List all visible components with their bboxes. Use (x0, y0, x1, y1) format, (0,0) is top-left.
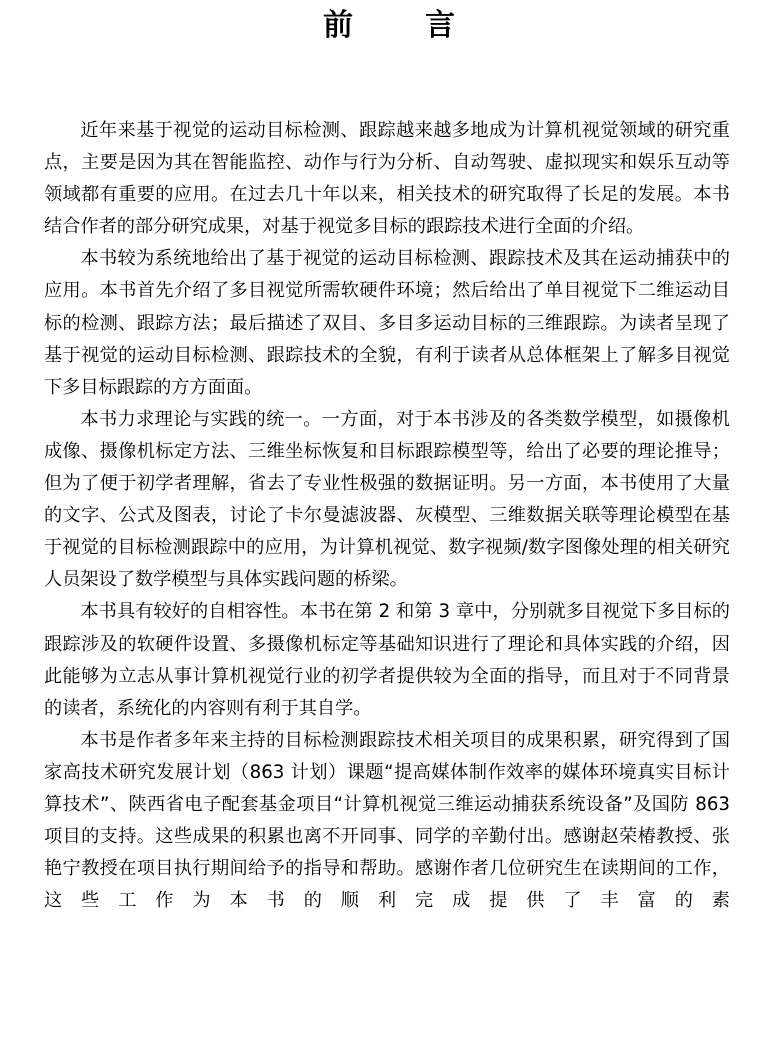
paragraph-3: 本书力求理论与实践的统一。一方面，对于本书涉及的各类数学模型，如摄像机成像、摄像机标定方法、三维坐标恢复和目标跟踪模型等，给出了必要的理论推导；但为了便于初学者理解，省去了专业性极强的数据证明。另一方面，本书使用了大量的文字、公式及图表，讨论了卡尔曼滤波器、灰模型、三维数据关联等理论模型在基于视觉的目标检测跟踪中的应用，为计算机视觉、数字视频/数字图像处理的相关研究人员架设了数学模型与具体实践问题的桥梁。 (44, 408, 730, 591)
paragraph-1: 近年来基于视觉的运动目标检测、跟踪越来越多地成为计算机视觉领域的研究重点，主要是因为其在智能监控、动作与行为分析、自动驾驶、虚拟现实和娱乐互动等领域都有重要的应用。在过去几十年以来，相关技术的研究取得了长足的发展。本书结合作者的部分研究成果，对基于视觉多目标的跟踪技术进行全面的介绍。 (44, 120, 730, 238)
paragraph-4: 本书具有较好的自相容性。本书在第 2 和第 3 章中，分别就多目视觉下多目标的跟踪涉及的软硬件设置、多摄像机标定等基础知识进行了理论和具体实践的介绍，因此能够为立志从事计算机视觉行业的初学者提供较为全面的指导，而且对于不同背景的读者，系统化的内容则有利于其自学。 (44, 601, 730, 719)
page-title: 前言 (323, 8, 527, 43)
paragraph-2: 本书较为系统地给出了基于视觉的运动目标检测、跟踪技术及其在运动捕获中的应用。本书首先介绍了多目视觉所需软硬件环境；然后给出了单目视觉下二维运动目标的检测、跟踪方法；最后描述了双目、多目多运动目标的三维跟踪。为读者呈现了基于视觉的运动目标检测、跟踪技术的全貌，有利于读者从总体框架上了解多目视觉下多目标跟踪的方方面面。 (44, 248, 730, 398)
paragraph-5: 本书是作者多年来主持的目标检测跟踪技术相关项目的成果积累，研究得到了国家高技术研究发展计划（863 计划）课题“提高媒体制作效率的媒体环境真实目标计算技术”、陕西省电子配套基金项目“计算机视觉三维运动捕获系统设备”及国防 863 项目的支持。这些成果的积累也离不开同事、同学的辛勤付出。感谢赵荣椿教授、张艳宁教授在项目执行期间给予的指导和帮助。感谢作者几位研究生在读期间的工作，这些工作为本书的顺利完成提供了丰富的素 (44, 729, 730, 912)
preface-body (44, 115, 730, 917)
